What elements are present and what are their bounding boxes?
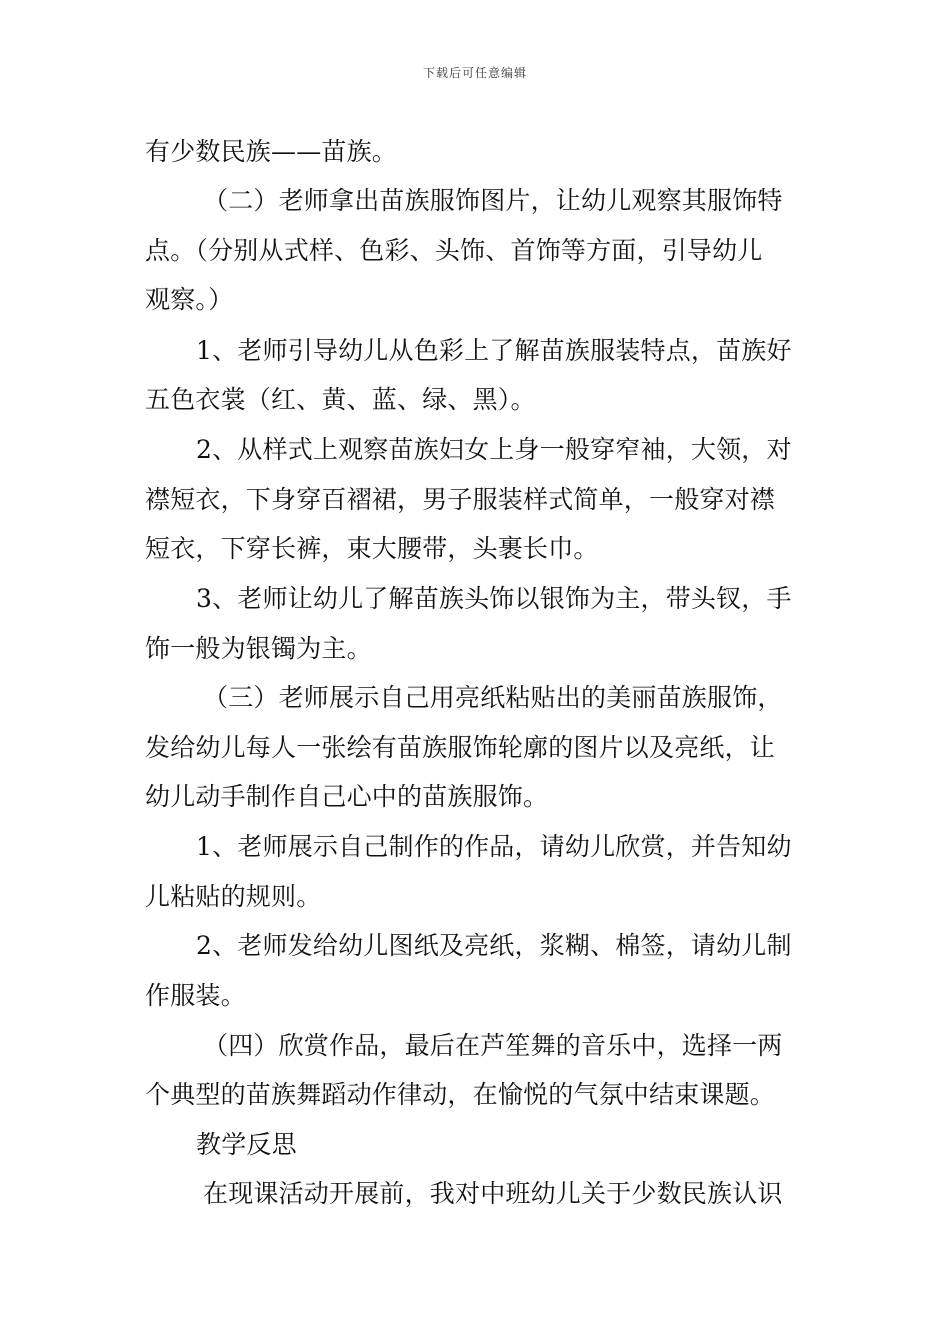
paragraph-line: 个典型的苗族舞蹈动作律动，在愉悦的气氛中结束课题。 — [145, 1080, 776, 1109]
paragraph-line: 饰一般为银镯为主。 — [145, 634, 372, 663]
paragraph-line: （四）欣赏作品，最后在芦笙舞的音乐中，选择一两 — [203, 1031, 783, 1060]
paragraph-line: 3、老师让幼儿了解苗族头饰以银饰为主，带头钗，手 — [196, 584, 792, 613]
paragraph-line: （二）老师拿出苗族服饰图片，让幼儿观察其服饰特 — [203, 186, 783, 215]
paragraph-line: 有少数民族——苗族。 — [145, 137, 398, 166]
paragraph-line: 在现课活动开展前，我对中班幼儿关于少数民族认识 — [203, 1179, 783, 1208]
paragraph-line: 短衣，下穿长裤，束大腰带，头裹长巾。 — [145, 534, 599, 563]
paragraph-line: 1、老师引导幼儿从色彩上了解苗族服装特点，苗族好 — [196, 336, 792, 365]
paragraph-line: 襟短衣，下身穿百褶裙，男子服装样式简单，一般穿对襟 — [145, 485, 776, 514]
paragraph-line: 儿粘贴的规则。 — [145, 882, 322, 911]
paragraph-line: 1、老师展示自己制作的作品，请幼儿欣赏，并告知幼 — [196, 832, 792, 861]
paragraph-line: 作服装。 — [145, 981, 246, 1010]
paragraph-line: 五色衣裳（红、黄、蓝、绿、黑）。 — [145, 385, 536, 414]
section-heading: 教学反思 — [196, 1130, 297, 1159]
paragraph-line: 点。（分别从式样、色彩、头饰、首饰等方面，引导幼儿 — [145, 236, 763, 265]
paragraph-line: 幼儿动手制作自己心中的苗族服饰。 — [145, 782, 549, 811]
paragraph-line: （三）老师展示自己用亮纸粘贴出的美丽苗族服饰， — [203, 683, 783, 712]
paragraph-line: 发给幼儿每人一张绘有苗族服饰轮廓的图片以及亮纸，让 — [145, 733, 776, 762]
paragraph-line: 2、老师发给幼儿图纸及亮纸，浆糊、棉签，请幼儿制 — [196, 931, 792, 960]
paragraph-line: 观察。） — [145, 285, 234, 314]
paragraph-line: 2、从样式上观察苗族妇女上身一般穿窄袖，大领，对 — [196, 435, 792, 464]
page-header: 下载后可任意编辑 — [422, 66, 527, 80]
